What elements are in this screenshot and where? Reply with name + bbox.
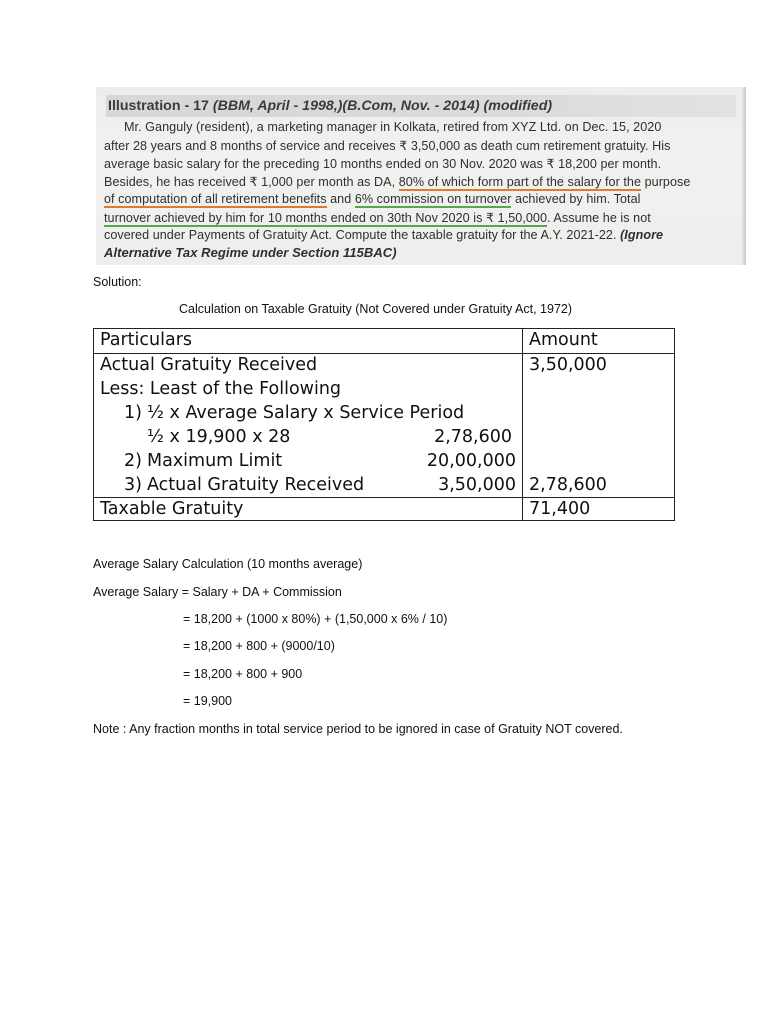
item-3-label: Actual Gratuity Received [147, 475, 365, 495]
gratuity-table [93, 328, 675, 521]
line-4-text-c: purpose [641, 175, 691, 189]
note-text: Note : Any fraction months in total service period to be ignored in case of Gratuity NOT covered. [93, 722, 623, 736]
line-6-text-b: . Assume he is not [547, 211, 651, 225]
item-2-label: Maximum Limit [147, 451, 283, 471]
table-total-divider [94, 497, 674, 498]
avg-salary-step-1: = 18,200 + (1000 x 80%) + (1,50,000 x 6% / 10) [183, 612, 448, 626]
illustration-title [108, 98, 552, 114]
line-7-text-a: covered under Payments of Gratuity Act. Compute the taxable gratuity for the A.Y. 2021-22. [104, 228, 621, 242]
line-5-underlined-orange: of computation of all retirement benefits [104, 192, 327, 206]
avg-salary-step-2: = 18,200 + 800 + (9000/10) [183, 639, 335, 653]
item-2-value: 20,00,000 [426, 451, 516, 471]
item-1-label: ½ x Average Salary x Service Period [147, 403, 465, 423]
page-edge-shadow [740, 87, 746, 265]
item-3-value: 3,50,000 [438, 475, 516, 495]
avg-salary-formula: Average Salary = Salary + DA + Commission [93, 585, 342, 599]
illustration-line-7 [104, 228, 663, 242]
illustration-title-main: Illustration - 17 [108, 98, 209, 114]
illustration-line-4 [104, 174, 690, 189]
header-amount: Amount [529, 330, 598, 350]
item-2-number: 2) [124, 451, 142, 471]
avg-salary-step-3: = 18,200 + 800 + 900 [183, 667, 303, 681]
table-caption: Calculation on Taxable Gratuity (Not Covered under Gratuity Act, 1972) [179, 302, 573, 316]
row-actual-gratuity-amount: 3,50,000 [529, 355, 607, 375]
illustration-line-3: average basic salary for the preceding 10 months ended on 30 Nov. 2020 was ₹ 18,200 per month. [104, 157, 662, 171]
illustration-line-2: after 28 years and 8 months of service and receives ₹ 3,50,000 as death cum retirement gratuity. His [104, 139, 671, 153]
item-1-value: 2,78,600 [434, 427, 512, 447]
illustration-title-source: (BBM, April - 1998,)(B.Com, Nov. - 2014) (modified) [212, 98, 553, 114]
solution-label: Solution: [93, 275, 142, 289]
line-6-underlined-green: turnover achieved by him for 10 months ended on 30th Nov 2020 is ₹ 1,50,000 [104, 211, 548, 225]
illustration-line-5 [104, 192, 641, 206]
line-5-text-b: and [326, 192, 355, 206]
line-5-underlined-green: 6% commission on turnover [354, 192, 512, 206]
header-particulars: Particulars [100, 330, 193, 350]
avg-salary-heading: Average Salary Calculation (10 months average) [93, 557, 363, 571]
item-1-number: 1) [124, 403, 142, 423]
line-4-text-a: Besides, he has received ₹ 1,000 per month as DA, [104, 175, 399, 189]
row-actual-gratuity: Actual Gratuity Received [100, 355, 318, 375]
item-1-calculation: ½ x 19,900 x 28 [147, 427, 291, 447]
table-header-divider [94, 353, 674, 354]
taxable-gratuity-amount: 71,400 [529, 499, 591, 519]
illustration-line-6 [104, 210, 651, 225]
item-3-number: 3) [124, 475, 142, 495]
taxable-gratuity-label: Taxable Gratuity [100, 499, 244, 519]
line-7-text-b: (Ignore [620, 228, 664, 242]
table-column-divider [522, 329, 523, 520]
illustration-scan-image [96, 87, 746, 265]
illustration-line-8: Alternative Tax Regime under Section 115BAC) [104, 245, 397, 260]
illustration-line-1: Mr. Ganguly (resident), a marketing manager in Kolkata, retired from XYZ Ltd. on Dec. 15, 2020 [124, 120, 662, 134]
avg-salary-result: = 19,900 [183, 694, 233, 708]
line-4-underlined-orange: 80% of which form part of the salary for the [398, 175, 642, 189]
least-amount: 2,78,600 [529, 475, 607, 495]
line-5-text-d: achieved by him. Total [511, 192, 641, 206]
row-less-least: Less: Least of the Following [100, 379, 342, 399]
